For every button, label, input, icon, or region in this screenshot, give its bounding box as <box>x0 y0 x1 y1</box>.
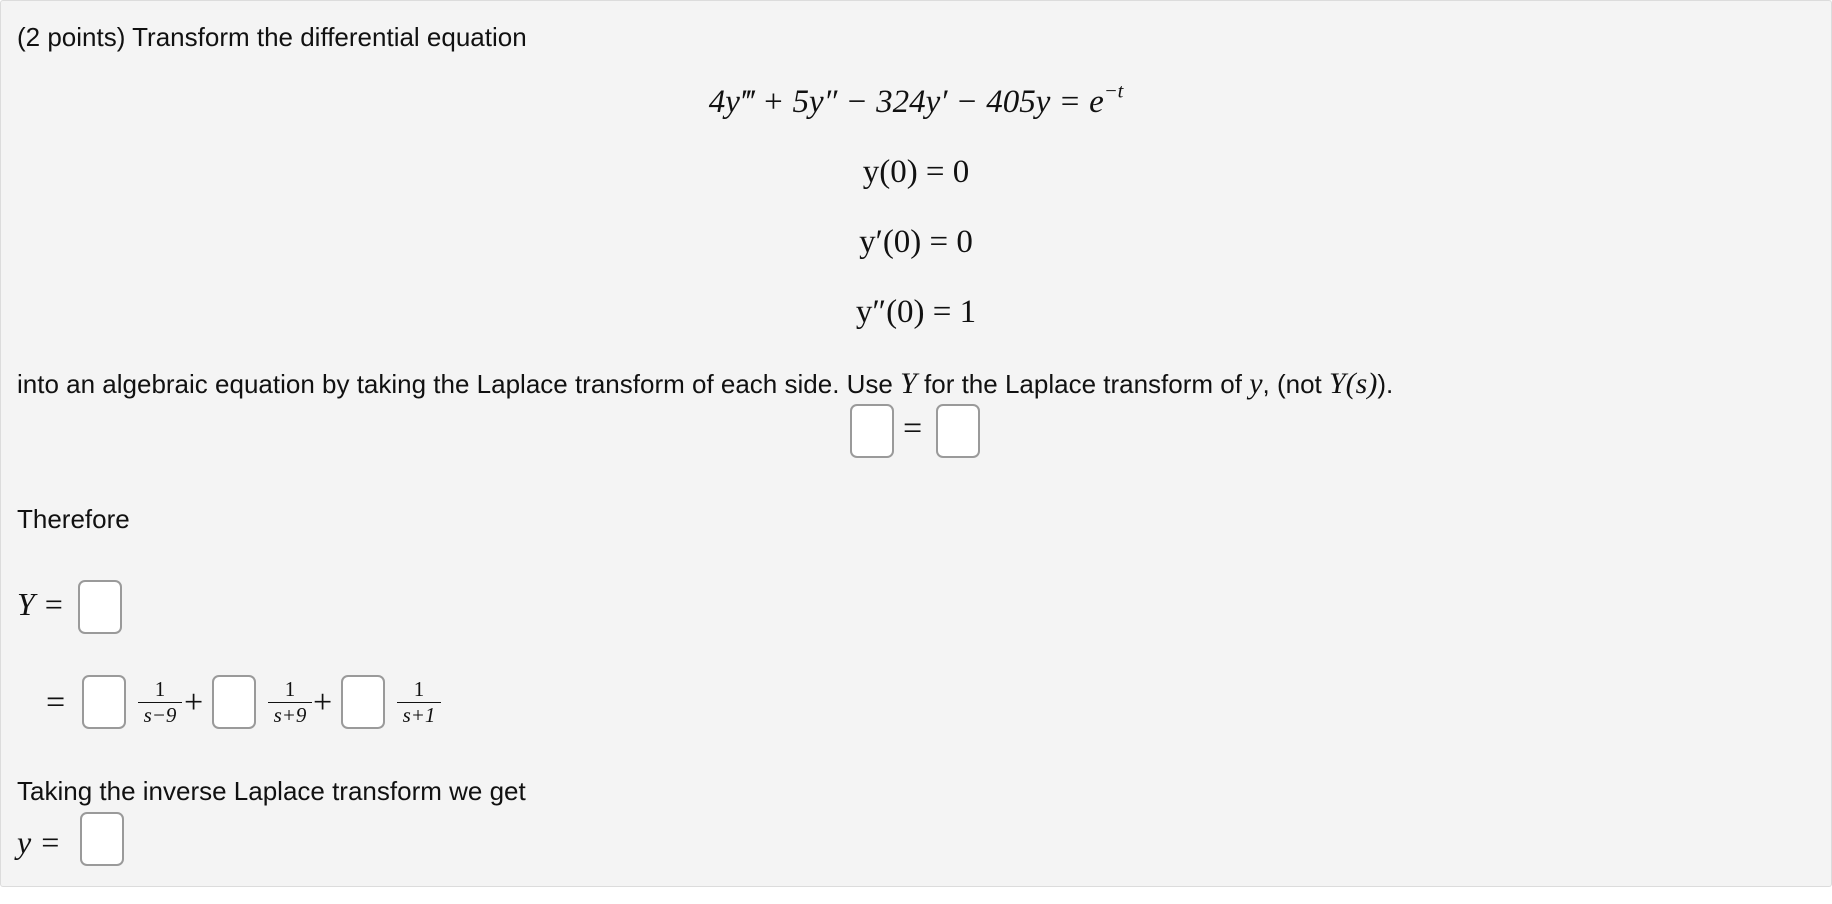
equation-rhs-base: e <box>1089 84 1104 120</box>
instruction-part2: for the Laplace transform of <box>916 369 1250 399</box>
transform-equals-sign: = <box>903 410 923 447</box>
fraction-1 <box>138 678 182 726</box>
instruction-part4: ). <box>1377 369 1394 399</box>
fraction-2-numerator: 1 <box>284 677 296 701</box>
transform-lhs-input[interactable] <box>850 404 894 458</box>
initial-condition-3: y″(0) = 1 <box>855 294 977 330</box>
y-label: y = <box>17 824 61 860</box>
fraction-2-denominator: s+9 <box>273 703 307 727</box>
fraction-1-denominator: s−9 <box>143 703 177 727</box>
differential-equation <box>0 80 1832 121</box>
initial-condition-1: y(0) = 0 <box>862 154 970 190</box>
instruction-text <box>17 367 1393 401</box>
instruction-y: y <box>1249 367 1263 400</box>
partial-equals-sign: = <box>46 684 66 721</box>
Y-input[interactable] <box>78 580 122 634</box>
fraction-3-numerator: 1 <box>413 677 425 701</box>
instruction-part1: into an algebraic equation by taking the Laplace transform of each side. Use <box>17 369 901 399</box>
fraction-1-numerator: 1 <box>154 677 166 701</box>
fraction-2 <box>268 678 312 726</box>
fraction-3-denominator: s+1 <box>402 703 436 727</box>
inverse-laplace-text: Taking the inverse Laplace transform we get <box>17 776 526 806</box>
instruction-Ys: Y(s) <box>1329 367 1378 400</box>
coefficient-2-input[interactable] <box>212 675 256 729</box>
Y-label: Y = <box>17 586 65 622</box>
equation-rhs-exponent: −t <box>1103 80 1124 103</box>
therefore-text: Therefore <box>17 504 130 534</box>
y-solution-input[interactable] <box>80 812 124 866</box>
initial-condition-2: y′(0) = 0 <box>859 224 973 260</box>
equation-lhs: 4y‴ + 5y″ − 324y′ − 405y = <box>708 84 1090 120</box>
instruction-part3: , (not <box>1262 369 1329 399</box>
coefficient-3-input[interactable] <box>341 675 385 729</box>
plus-sign-2: + <box>313 684 333 721</box>
transform-rhs-input[interactable] <box>936 404 980 458</box>
fraction-3 <box>397 678 441 726</box>
plus-sign-1: + <box>184 684 204 721</box>
coefficient-1-input[interactable] <box>82 675 126 729</box>
problem-intro: (2 points) Transform the differential equation <box>17 22 527 52</box>
instruction-Y: Y <box>900 367 917 400</box>
